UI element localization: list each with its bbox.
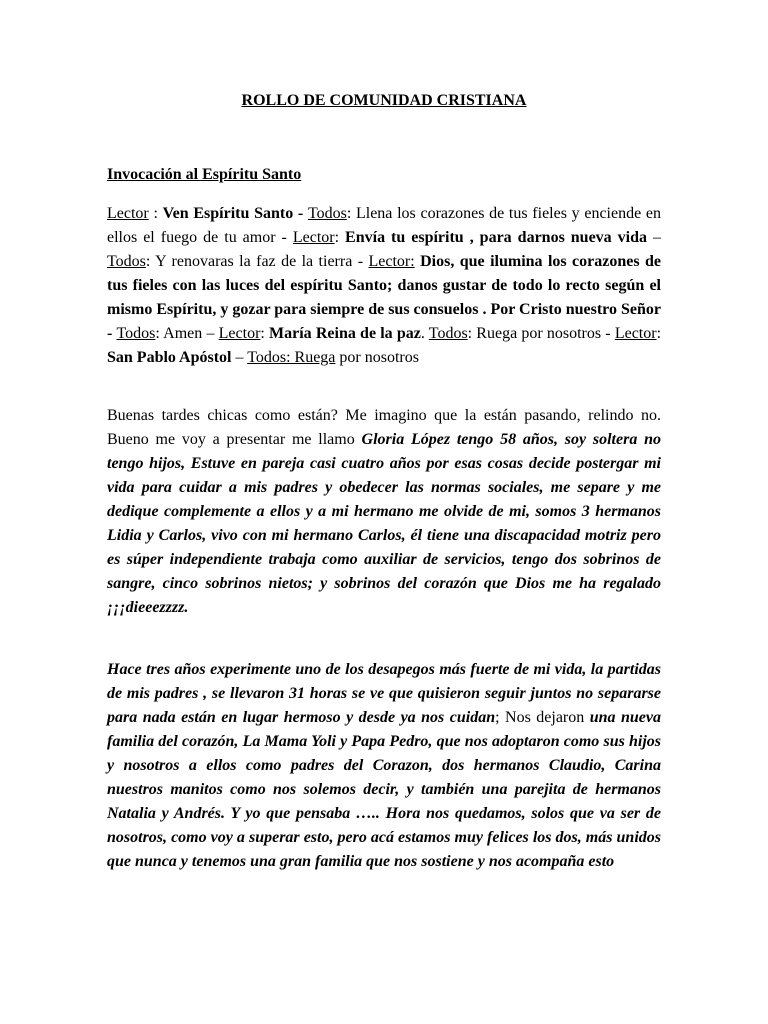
text-run: – [647, 229, 662, 246]
text-run: : Y renovaras la faz de la tierra - [145, 253, 369, 270]
text-run: por nosotros [335, 349, 419, 366]
text-run: Todos [428, 325, 468, 342]
text-run: : [656, 325, 662, 342]
section-heading: Invocación al Espíritu Santo [107, 166, 302, 183]
text-run: . [420, 325, 429, 342]
text-run: : Llena los corazones de tus fieles y enciende en ellos el fuego de tu amor - [107, 205, 662, 246]
document-title: ROLLO DE COMUNIDAD CRISTIANA [241, 92, 527, 109]
text-run: : [334, 229, 346, 246]
text-run: San Pablo Apóstol [107, 349, 232, 366]
text-run: : Ruega por nosotros - [467, 325, 615, 342]
text-run: ; Nos dejaron [495, 709, 590, 726]
text-run: Lector [107, 205, 149, 222]
text-run: : [260, 325, 270, 342]
text-run: Lector [292, 229, 335, 246]
text-run: Lector [614, 325, 657, 342]
text-run: Todos [116, 325, 156, 342]
text-run: : [148, 205, 163, 222]
text-run: Todos [307, 205, 347, 222]
text-run: – [231, 349, 248, 366]
text-run: Buenas tardes chicas como están? Me imagino que la están pasando, relindo no. Bueno me voy a presentar me llamo [107, 407, 661, 448]
story-paragraph [107, 658, 661, 874]
introduction-paragraph [107, 404, 661, 620]
text-run: Ven Espíritu Santo - [162, 205, 308, 222]
text-run: : Amen – [155, 325, 219, 342]
text-run: Dios, que ilumina los corazones de tus fieles con las luces del espíritu Santo; danos gustar de todo lo recto según el mismo Espíritu, y gozar para siempre de sus consuelos . Por Cristo nuestro Señor - [107, 253, 661, 342]
text-run: Lector: [368, 253, 415, 270]
text-run: Todos: Ruega [247, 349, 336, 366]
text-run: María Reina de la paz [269, 325, 421, 342]
text-run: Envía tu espíritu , para darnos nueva vida [345, 229, 648, 246]
invocation-paragraph [107, 202, 661, 370]
text-run: Gloria López tengo 58 años, soy soltera no tengo hijos, Estuve en pareja casi cuatro años por esas cosas decide postergar mi vida para cuidar a mis padres y obedecer las normas sociales, me separe y me dedique complemente a ellos y a mi hermano me olvide de mi, somos 3 hermanos Lidia y Carlos, vivo con mi hermano Carlos, él tiene una discapacidad motriz pero es súper independiente trabaja como auxiliar de servicios, tengo dos sobrinos de sangre, cinco sobrinos nietos; y sobrinos del corazón que Dios me ha regalado ¡¡¡dieeezzzz. [107, 431, 661, 616]
text-run: Hace tres años experimente uno de los desapegos más fuerte de mi vida, la partidas de mis padres , se llevaron 31 horas se ve que quisieron seguir juntos no separarse para nada están en lugar hermoso y desde ya nos cuidan [107, 661, 661, 726]
text-run: una nueva familia del corazón, La Mama Yoli y Papa Pedro, que nos adoptaron como sus hijos y nosotros a ellos como padres del Corazon, dos hermanos Claudio, Carina nuestros manitos como nos solemos decir, y también una parejita de hermanos Natalia y Andrés. Y yo que pensaba ….. Hora nos quedamos, solos que va ser de nosotros, como voy a superar esto, pero acá estamos muy felices los dos, más unidos que nunca y tenemos una gran familia que nos sostiene y nos acompaña esto [107, 709, 662, 870]
text-run: Todos [107, 253, 146, 270]
text-run: Lector [218, 325, 261, 342]
